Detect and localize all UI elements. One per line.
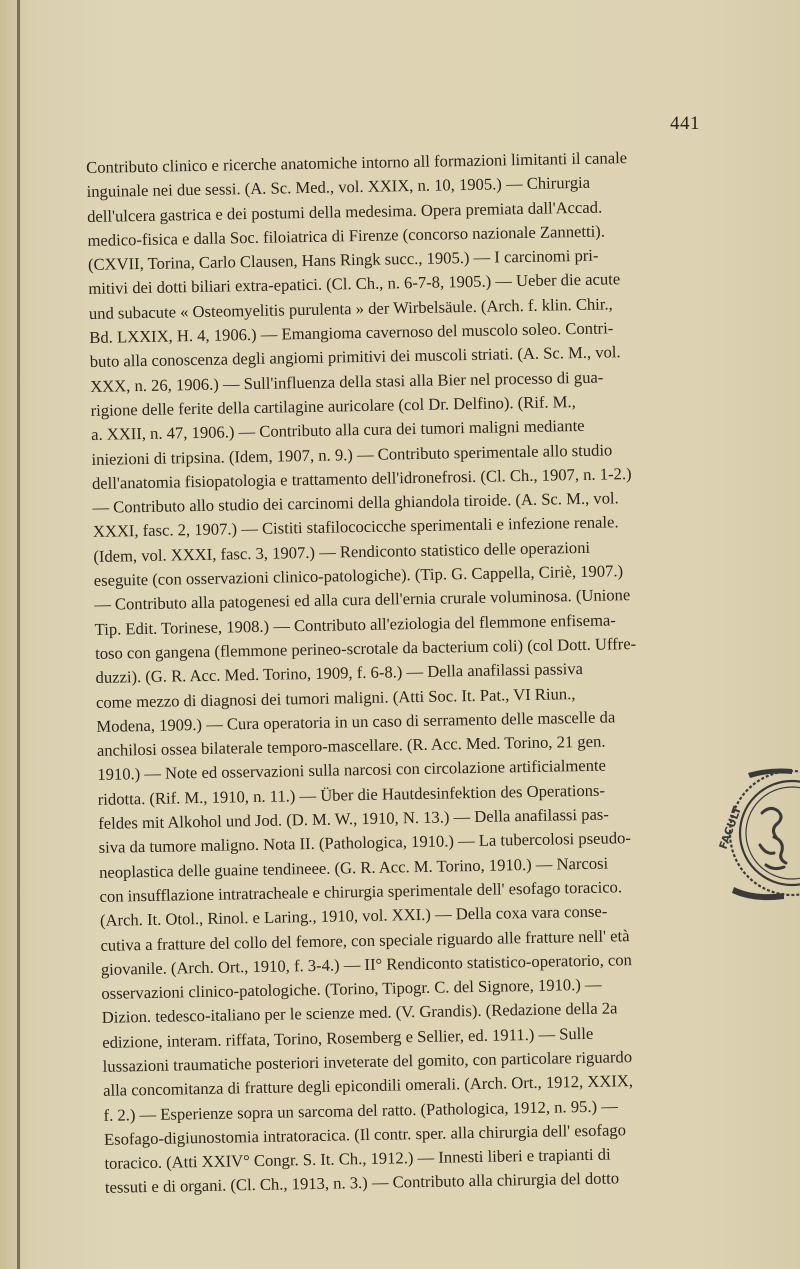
text-line: toracico. (Atti XXIV° Congr. S. It. Ch., 1912.) — Innesti liberi e trapianti di [104, 1144, 611, 1174]
page-number: 441 [670, 113, 700, 134]
text-line: tessuti e di organi. (Cl. Ch., 1913, n. 3.) — Contributo alla chirurgia del dotto [104, 1168, 620, 1198]
text-line: Bd. LXXIX, H. 4, 1906.) — Emangioma cavernoso del muscolo soleo. Contri- [89, 318, 614, 348]
text-line: (Arch. It. Otol., Rinol. e Laring., 1910, vol. XXI.) — Della coxa vara conse- [99, 901, 608, 931]
text-line: mitivi dei dotti biliari extra-epatici. (Cl. Ch., n. 6-7-8, 1905.) — Ueber die acute [88, 269, 621, 299]
text-line: eseguite (con osservazioni clinico-patologiche). (Tip. G. Cappella, Ciriè, 1907.) [93, 561, 624, 590]
text-line: — Contributo alla patogenesi ed alla cura dell'ernia crurale voluminosa. (Unione [94, 585, 631, 615]
text-line: und subacute « Osteomyelitis purulenta » der Wirbelsäule. (Arch. f. klin. Chir., [88, 294, 613, 323]
text-line: feldes mit Alkohol und Jod. (D. M. W., 1910, N. 13.) — Della anafilassi pas- [98, 804, 609, 833]
text-line: inguinale nei due sessi. (A. Sc. Med., vol. XXIX, n. 10, 1905.) — Chirurgia [86, 173, 591, 202]
text-line: rigione delle ferite della cartilagine auricolare (col Dr. Delfino). (Rif. M., [90, 392, 576, 420]
text-line: alla concomitanza di fratture degli epicondili omerali. (Arch. Ort., 1912, XXIX, [102, 1071, 634, 1101]
text-line: neoplastica delle guaine tendineee. (G. R. Acc. M. Torino, 1910.) — Narcosi [98, 853, 609, 882]
text-line: con insufflazione intratracheale e chirurgia sperimentale dell' esofago toracico. [99, 877, 623, 906]
text-line: Contributo clinico e ricerche anatomiche intorno all formazioni limitanti il canale [86, 148, 628, 177]
text-line: Esofago-digiunostomia intratoracica. (Il contr. sper. alla chirurgia dell' esofago [103, 1120, 627, 1149]
binding-edge [17, 0, 20, 1269]
text-line: (CXVII, Torina, Carlo Clausen, Hans Ringk succ., 1905.) — I carcinomi pri- [87, 245, 599, 275]
text-line: 1910.) — Note ed osservazioni sulla narcosi con circolazione artificialmente [97, 755, 607, 785]
text-line: XXX, n. 26, 1906.) — Sull'influenza della stasi alla Bier nel processo di gua- [90, 367, 604, 396]
stamp-text: FACULT [716, 804, 745, 852]
stamp-seal-icon [704, 755, 800, 905]
text-line: come mezzo di diagnosi dei tumori maligni. (Atti Soc. It. Pat., VI Riun., [95, 683, 576, 712]
text-line: medico-fisica e dalla Soc. filoiatrica di Firenze (concorso nazionale Zannetti). [87, 221, 606, 250]
text-line: ridotta. (Rif. M., 1910, n. 11.) — Über die Hautdesinfektion des Operations- [97, 780, 606, 809]
text-line: giovanile. (Arch. Ort., 1910, f. 3-4.) — II° Rendiconto statistico-operatorio, con [100, 949, 633, 979]
text-line: osservazioni clinico-patologiche. (Torino, Tipogr. C. del Signore, 1910.) — [101, 974, 602, 1003]
library-stamp [704, 755, 800, 905]
text-line: f. 2.) — Esperienze sopra un sarcoma del ratto. (Pathologica, 1912, n. 95.) — [103, 1095, 618, 1125]
text-line: lussazioni traumatiche posteriori inveterate del gomito, con particolare riguardo [102, 1047, 633, 1076]
text-line: XXXI, fasc. 2, 1907.) — Cistiti stafilococicche sperimentali e infezione renale. [92, 512, 619, 542]
text-line: Dizion. tedesco-italiano per le scienze med. (V. Grandis). (Redazione della 2a [101, 998, 618, 1028]
text-line: siva da tumore maligno. Nota II. (Pathologica, 1910.) — La tubercolosi pseudo- [98, 828, 632, 858]
text-line: Tip. Edit. Torinese, 1908.) — Contributo all'eziologia del flemmone enfisema- [94, 610, 616, 639]
text-line: iniezioni di tripsina. (Idem, 1907, n. 9.) — Contributo sperimentale allo studio [91, 439, 613, 469]
text-line: edizione, interam. riffata, Torino, Rosemberg e Sellier, ed. 1911.) — Sulle [102, 1023, 594, 1052]
body-text [86, 144, 751, 1200]
text-line: dell'ulcera gastrica e dei postumi della medesima. Opera premiata dall'Accad. [86, 197, 603, 226]
text-line: anchilosi ossea bilaterale temporo-mascellare. (R. Acc. Med. Torino, 21 gen. [96, 731, 606, 761]
text-line: buto alla conoscenza degli angiomi primitivi dei muscoli striati. (A. Sc. M., vol. [89, 342, 621, 372]
text-line: (Idem, vol. XXXI, fasc. 3, 1907.) — Rendiconto statistico delle operazioni [93, 537, 591, 566]
text-line: — Contributo allo studio dei carcinomi della ghiandola tiroide. (A. Sc. M., vol. [92, 488, 619, 518]
text-line: a. XXII, n. 47, 1906.) — Contributo alla cura dei tumori maligni mediante [90, 416, 585, 445]
text-line: duzzi). (G. R. Acc. Med. Torino, 1909, f. 6-8.) — Della anafilassi passiva [95, 659, 584, 688]
text-line: toso con gangena (flemmone perineo-scrotale da bacterium coli) (col Dott. Uffre- [94, 633, 637, 663]
text-line: Modena, 1909.) — Cura operatoria in un caso di serramento delle mascelle da [96, 707, 616, 736]
text-line: cutiva a fratture del collo del femore, con speciale riguardo alle fratture nell' età [100, 925, 630, 955]
text-line: dell'anatomia fisiopatologia e trattamento dell'idronefrosi. (Cl. Ch., 1907, n. 1-2.) [91, 463, 632, 493]
